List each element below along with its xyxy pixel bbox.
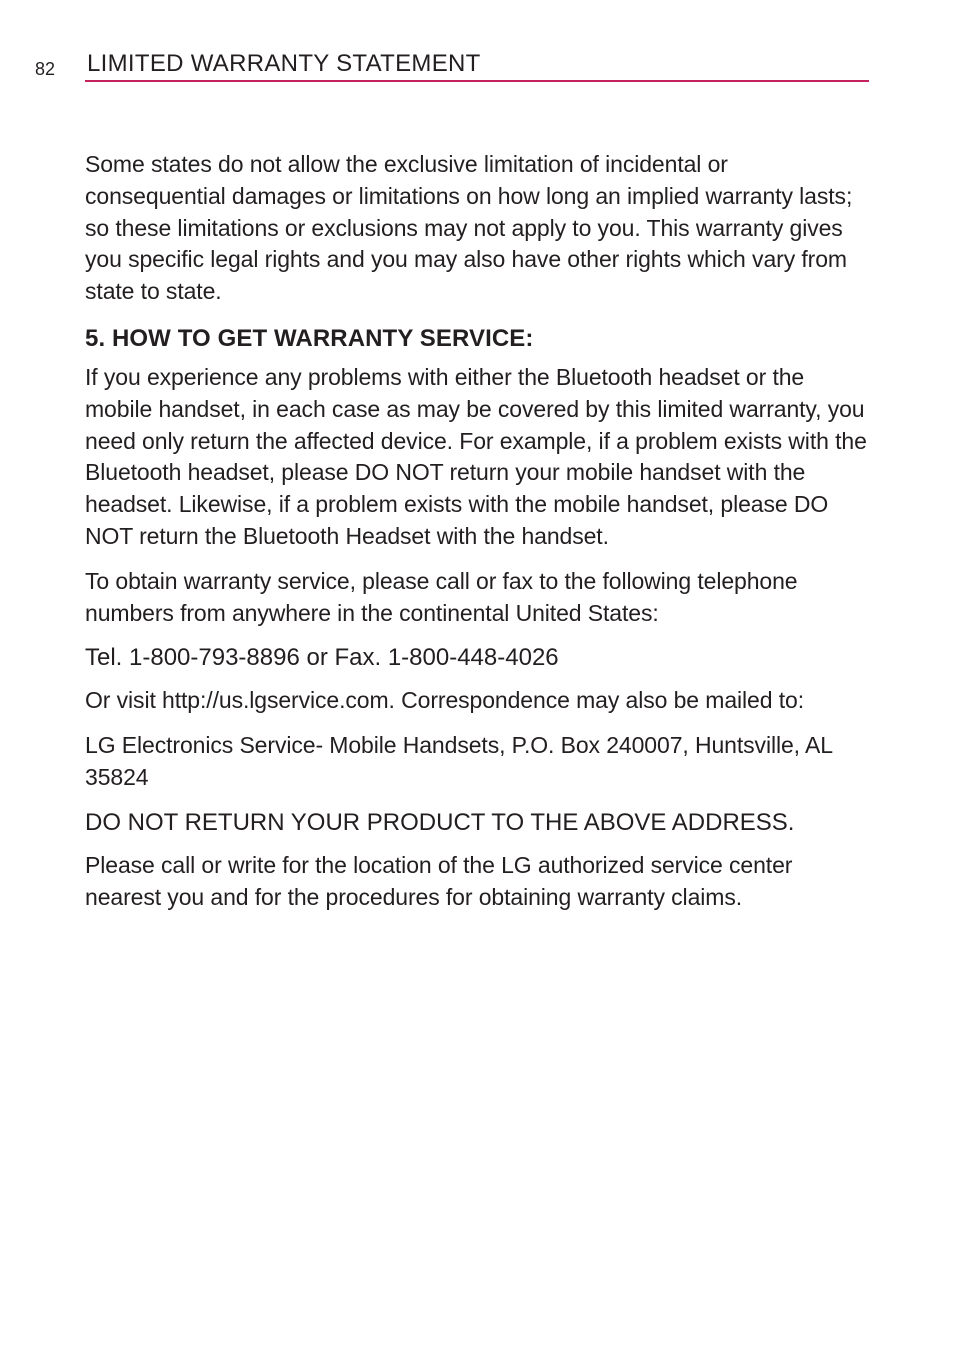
header-divider [85, 80, 869, 82]
mailing-address: LG Electronics Service- Mobile Handsets, P.O. Box 240007, Huntsville, AL 35824 [85, 732, 833, 790]
page-number: 82 [35, 59, 56, 79]
closing-paragraph: Please call or write for the location of the LG authorized service center nearest you and for the procedures for obtaining warranty claims. [85, 851, 793, 910]
page-body [85, 149, 869, 926]
obtain-service-paragraph: To obtain warranty service, please call or fax to the following telephone numbers from anywhere in the continental United States: [85, 567, 798, 626]
do-not-return-notice: DO NOT RETURN YOUR PRODUCT TO THE ABOVE ADDRESS. [85, 808, 795, 836]
return-device-paragraph: If you experience any problems with either the Bluetooth headset or the mobile handset, in each case as may be covered by this limited warranty, you need only return the affected device. For example, if a problem exists with the Bluetooth headset, please DO NOT return your mobile handset with the headset. Likewise, if a problem exists with the mobile handset, please DO NOT return the Bluetooth Headset with the handset. [85, 363, 867, 549]
warranty-service-heading: 5. HOW TO GET WARRANTY SERVICE: [85, 324, 534, 352]
intro-paragraph: Some states do not allow the exclusive limitation of incidental or consequential damages or limitations on how long an implied warranty lasts; so these limitations or exclusions may not apply to you. This warranty gives you specific legal rights and you may also have other rights which vary from state to state. [85, 151, 853, 305]
contact-numbers: Tel. 1-800-793-8896 or Fax. 1-800-448-4026 [85, 644, 559, 672]
page-header [0, 0, 954, 84]
visit-website-paragraph: Or visit http://us.lgservice.com. Correspondence may also be mailed to: [85, 687, 804, 714]
section-title: LIMITED WARRANTY STATEMENT [87, 50, 481, 77]
